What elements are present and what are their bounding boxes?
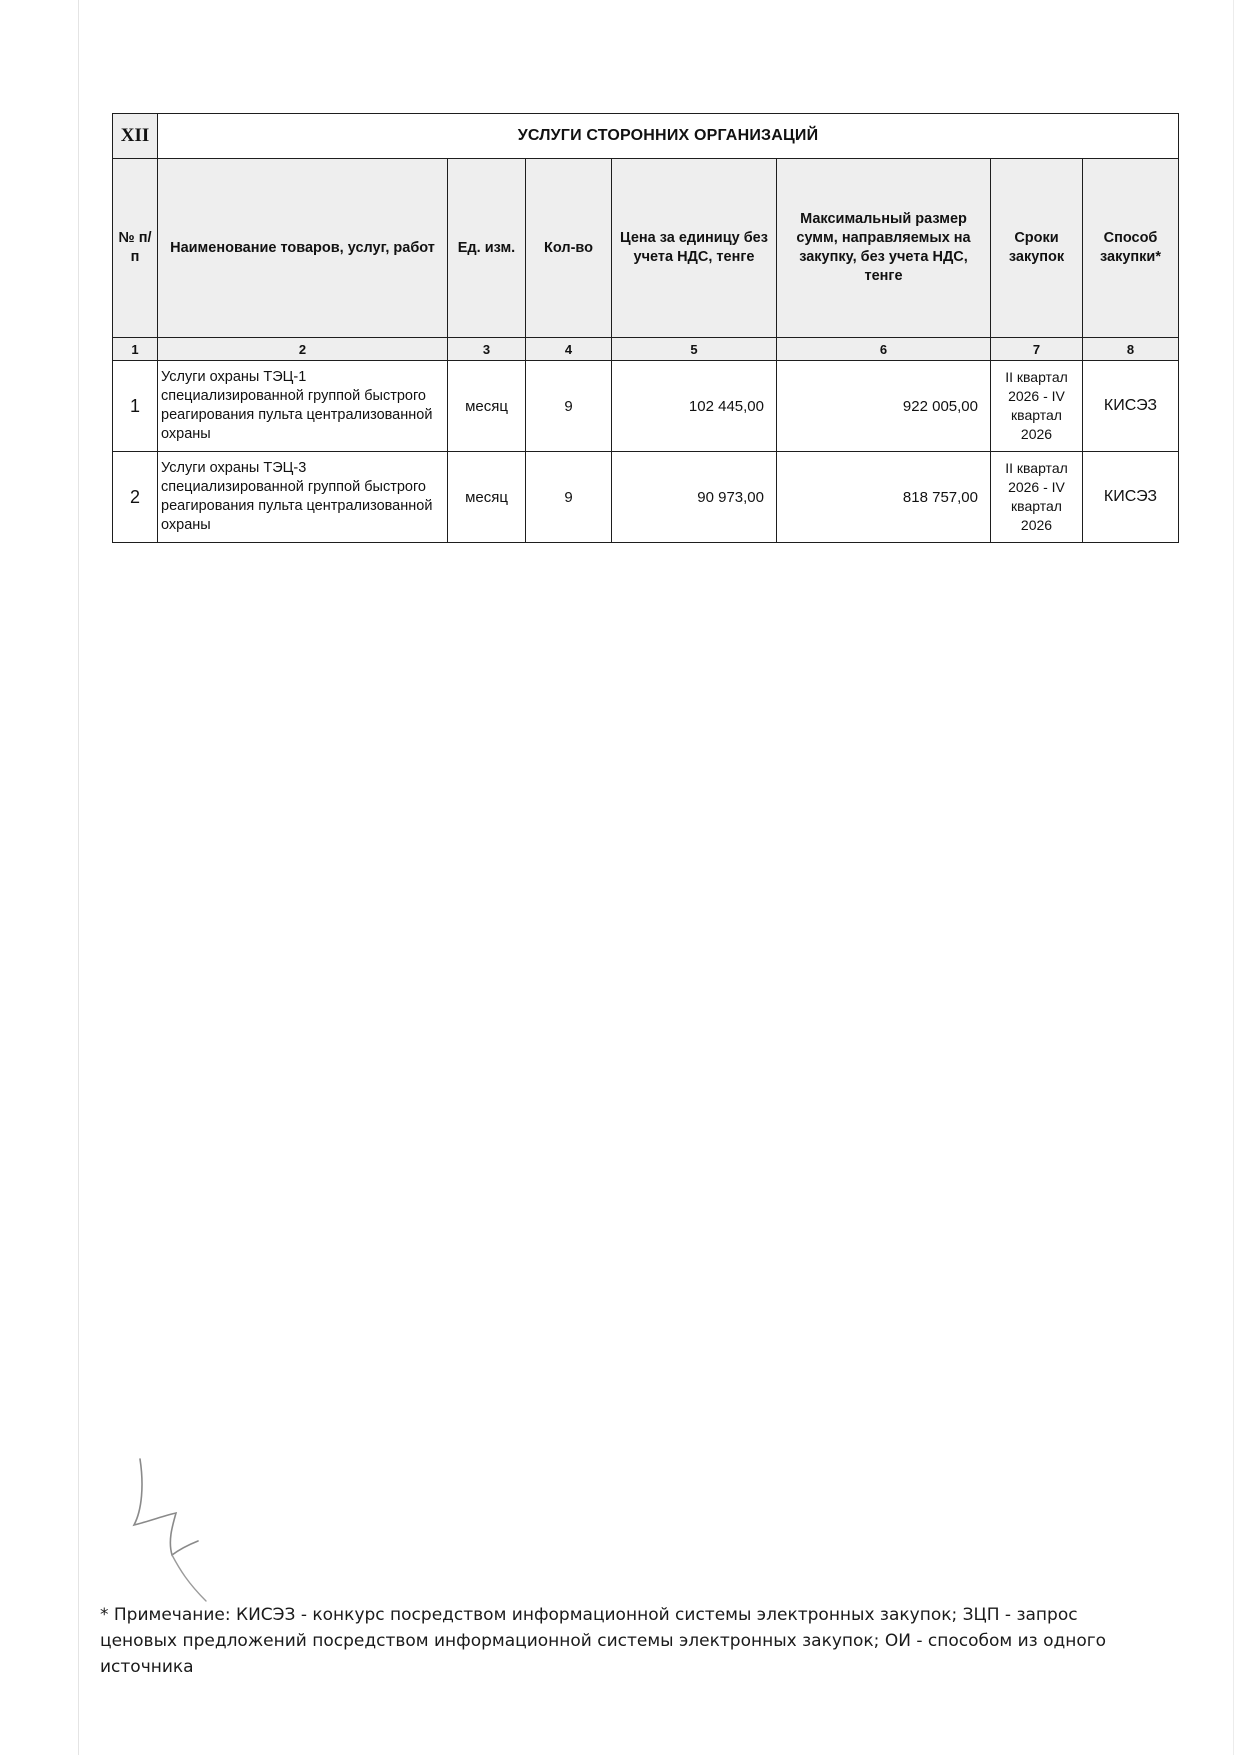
- col-header-price: Цена за единицу без учета НДС, тенге: [612, 159, 777, 338]
- handwritten-signature: [128, 1455, 238, 1605]
- column-number: 1: [113, 338, 158, 361]
- col-header-qty: Кол-во: [526, 159, 612, 338]
- section-row: [113, 114, 1179, 159]
- column-number: 8: [1083, 338, 1179, 361]
- row-qty: 9: [526, 452, 612, 543]
- row-index: 1: [113, 361, 158, 452]
- section-number: XII: [113, 114, 158, 159]
- col-header-period: Сроки закупок: [991, 159, 1083, 338]
- column-number: 6: [777, 338, 991, 361]
- col-header-method: Способ закупки*: [1083, 159, 1179, 338]
- row-price: 90 973,00: [612, 452, 777, 543]
- header-row: [113, 159, 1179, 338]
- row-method: КИСЭЗ: [1083, 361, 1179, 452]
- row-qty: 9: [526, 361, 612, 452]
- col-header-max-sum: Максимальный размер сумм, направляемых на закупку, без учета НДС, тенге: [777, 159, 991, 338]
- column-number: 2: [158, 338, 448, 361]
- row-period: II квартал 2026 - IV квартал 2026: [991, 452, 1083, 543]
- row-period: II квартал 2026 - IV квартал 2026: [991, 361, 1083, 452]
- table-row: [113, 361, 1179, 452]
- row-max-sum: 922 005,00: [777, 361, 991, 452]
- table-row: [113, 452, 1179, 543]
- column-number: 7: [991, 338, 1083, 361]
- column-number-row: [113, 338, 1179, 361]
- scan-edge: [78, 0, 79, 1755]
- col-header-index: № п/п: [113, 159, 158, 338]
- row-index: 2: [113, 452, 158, 543]
- row-unit: месяц: [448, 452, 526, 543]
- row-name: Услуги охраны ТЭЦ-1 специализированной группой быстрого реагирования пульта централизованной охраны: [158, 361, 448, 452]
- row-name: Услуги охраны ТЭЦ-3 специализированной группой быстрого реагирования пульта централизованной охраны: [158, 452, 448, 543]
- column-number: 4: [526, 338, 612, 361]
- row-unit: месяц: [448, 361, 526, 452]
- row-method: КИСЭЗ: [1083, 452, 1179, 543]
- column-number: 5: [612, 338, 777, 361]
- section-title: УСЛУГИ СТОРОННИХ ОРГАНИЗАЦИЙ: [158, 114, 1179, 159]
- procurement-table: [112, 113, 1179, 543]
- row-price: 102 445,00: [612, 361, 777, 452]
- col-header-unit: Ед. изм.: [448, 159, 526, 338]
- row-max-sum: 818 757,00: [777, 452, 991, 543]
- scan-edge: [1233, 0, 1234, 1755]
- col-header-name: Наименование товаров, услуг, работ: [158, 159, 448, 338]
- footnote: * Примечание: КИСЭЗ - конкурс посредством информационной системы электронных закупок; ЗЦП - запрос ценовых предложений посредством информационной системы электронных закупок; ОИ - способом из одного источника: [100, 1605, 1107, 1677]
- column-number: 3: [448, 338, 526, 361]
